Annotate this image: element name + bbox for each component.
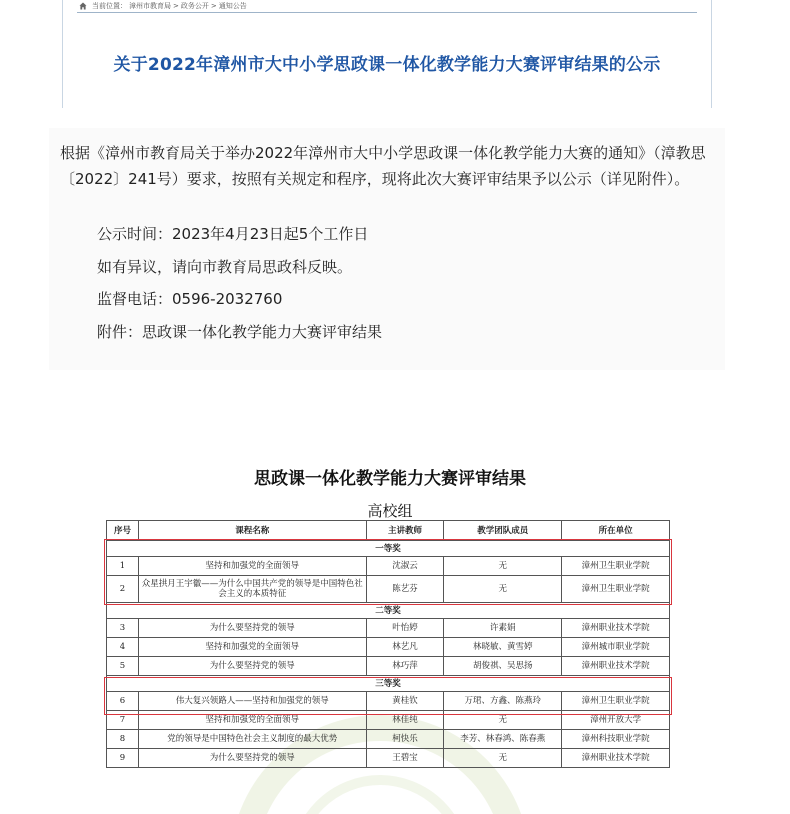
group-title: 高校组 [367,502,413,520]
cell: 3 [107,619,139,638]
cell: 林巧萍 [366,657,444,676]
award-row-third [107,676,670,692]
cell: 林佳纯 [366,711,444,730]
cell: 万珺、方鑫、陈燕玲 [444,692,562,711]
table-row [107,619,670,638]
breadcrumb-divider [77,12,697,13]
cell: 坚持和加强党的全面领导 [138,711,366,730]
column-header: 课程名称 [138,521,366,541]
column-header: 序号 [107,521,139,541]
attachment-image [100,460,680,814]
cell: 陈艺芬 [366,576,444,603]
cell: 7 [107,711,139,730]
objection-line: 如有异议，请向市教育局思政科反映。 [97,258,353,276]
cell: 无 [444,711,562,730]
cell: 为什么要坚持党的领导 [138,749,366,768]
cell: 无 [444,557,562,576]
cell: 1 [107,557,139,576]
cell: 漳州卫生职业学院 [562,692,670,711]
cell: 4 [107,638,139,657]
award-label: 二等奖 [107,603,670,619]
cell: 无 [444,749,562,768]
award-label: 一等奖 [107,541,670,557]
table-row [107,730,670,749]
cell: 伟大复兴领路人——坚持和加强党的领导 [138,692,366,711]
cell: 黄桂钦 [366,692,444,711]
cell: 为什么要坚持党的领导 [138,619,366,638]
cell: 漳州卫生职业学院 [562,557,670,576]
breadcrumb [79,1,247,11]
cell: 柯快乐 [366,730,444,749]
attachment-line[interactable]: 附件：思政课一体化教学能力大赛评审结果 [97,323,383,341]
cell: 沈淑云 [366,557,444,576]
breadcrumb-separator: > [210,2,217,10]
award-row-first [107,541,670,557]
article-header [62,0,712,108]
breadcrumb-separator: > [173,2,179,10]
cell: 王碧宝 [366,749,444,768]
phone-line: 监督电话：0596-2032760 [97,290,283,308]
cell: 漳州卫生职业学院 [562,576,670,603]
cell: 漳州城市职业学院 [562,638,670,657]
cell: 李芳、林春鸿、陈春燕 [444,730,562,749]
cell: 许素娟 [444,619,562,638]
cell: 叶怡婷 [366,619,444,638]
breadcrumb-link-notices[interactable]: 通知公告 [218,2,247,10]
table-row [107,576,670,603]
cell: 无 [444,576,562,603]
home-icon [79,2,87,10]
cell: 漳州科技职业学院 [562,730,670,749]
cell: 为什么要坚持党的领导 [138,657,366,676]
table-row [107,557,670,576]
cell: 2 [107,576,139,603]
column-header: 教学团队成员 [444,521,562,541]
breadcrumb-prefix: 当前位置： [92,2,127,10]
table-row [107,749,670,768]
notice-period-line: 公示时间：2023年4月23日起5个工作日 [97,225,369,243]
breadcrumb-link-gov-affairs[interactable]: 政务公开 [180,2,209,10]
attachment-title: 思政课一体化教学能力大赛评审结果 [254,469,526,489]
award-row-second [107,603,670,619]
cell: 林晓敏、黄雪婷 [444,638,562,657]
article-body [49,128,725,370]
cell: 漳州职业技术学院 [562,749,670,768]
cell: 坚持和加强党的全面领导 [138,638,366,657]
column-header: 所在单位 [562,521,670,541]
table-row [107,638,670,657]
cell: 8 [107,730,139,749]
cell: 党的领导是中国特色社会主义制度的最大优势 [138,730,366,749]
cell: 胡俊祺、吴思扬 [444,657,562,676]
cell: 坚持和加强党的全面领导 [138,557,366,576]
table-row [107,692,670,711]
cell: 林艺凡 [366,638,444,657]
breadcrumb-link-home[interactable]: 漳州市教育局 [129,2,171,10]
page-title: 关于2022年漳州市大中小学思政课一体化教学能力大赛评审结果的公示 [113,55,661,75]
cell: 5 [107,657,139,676]
table-header-row [107,521,670,541]
award-label: 三等奖 [107,676,670,692]
body-paragraph: 根据《漳州市教育局关于举办2022年漳州市大中小学思政课一体化教学能力大赛的通知》（漳教思〔2022〕241号）要求，按照有关规定和程序，现将此次大赛评审结果予以公示（详见附件）。 [60,144,706,188]
column-header: 主讲教师 [366,521,444,541]
table-row [107,711,670,730]
cell: 6 [107,692,139,711]
cell: 9 [107,749,139,768]
cell: 众星拱月王宇徽——为什么中国共产党的领导是中国特色社会主义的本质特征 [138,576,366,603]
table-row [107,657,670,676]
cell: 漳州职业技术学院 [562,657,670,676]
cell: 漳州职业技术学院 [562,619,670,638]
results-table [106,520,670,768]
cell: 漳州开放大学 [562,711,670,730]
